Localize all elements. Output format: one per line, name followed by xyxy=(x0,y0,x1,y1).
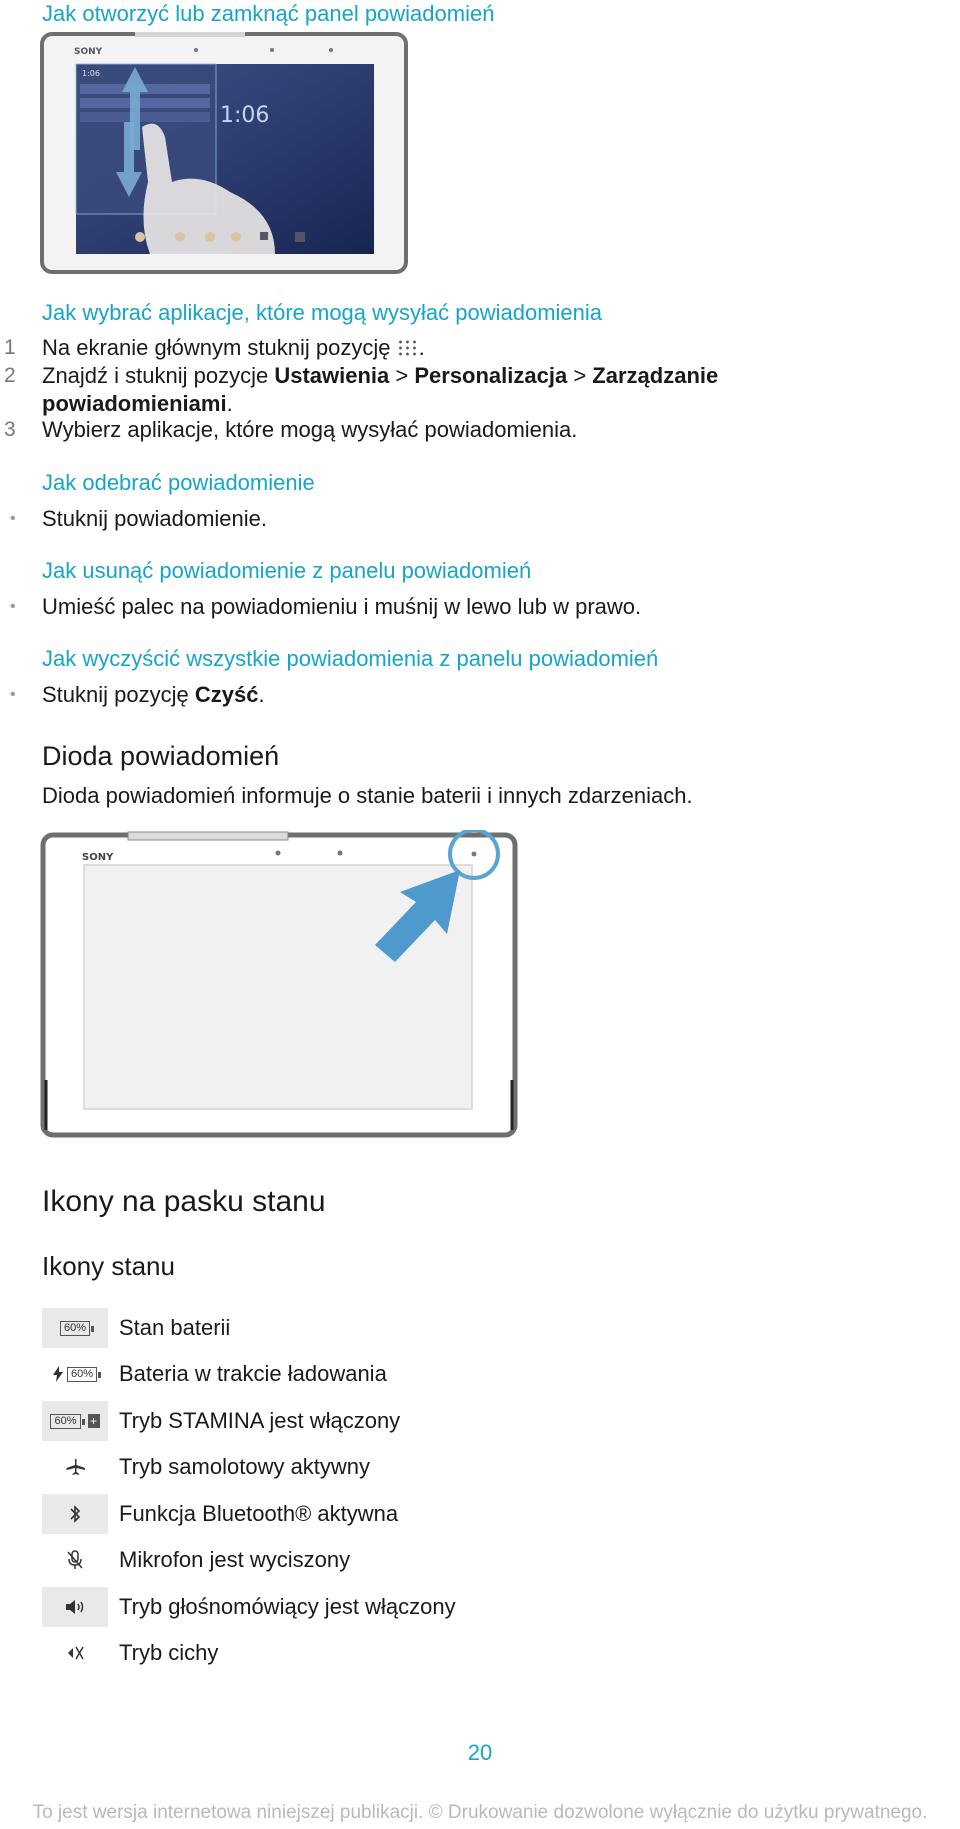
bullet-remove: • Umieść palec na powiadomieniu i muśnij w lewo lub w prawo. xyxy=(10,594,642,619)
status-row-speaker: Tryb głośnomówiący jest włączony xyxy=(0,1587,960,1627)
bullet-receive: • Stuknij powiadomienie. xyxy=(10,506,268,531)
bluetooth-icon xyxy=(42,1494,108,1534)
status-row-stamina: 60% + Tryb STAMINA jest włączony xyxy=(0,1401,960,1441)
section-title-select-apps: Jak wybrać aplikacje, które mogą wysyłać powiadomienia xyxy=(42,300,603,325)
section-title-open-close: Jak otworzyć lub zamknąć panel powiadomień xyxy=(42,1,495,26)
airplane-icon xyxy=(42,1447,108,1487)
brand-logo: SONY xyxy=(74,47,103,57)
bullet-clear: • Stuknij pozycję Czyść. xyxy=(10,682,265,707)
mic-muted-icon xyxy=(42,1540,108,1580)
bullet-dot: • xyxy=(10,598,16,615)
status-row-mic-muted: Mikrofon jest wyciszony xyxy=(0,1540,960,1580)
speaker-icon xyxy=(42,1587,108,1627)
section-title-clear: Jak wyczyścić wszystkie powiadomienia z panelu powiadomień xyxy=(42,646,659,671)
section-title-status-icons: Ikony stanu xyxy=(42,1251,175,1281)
status-row-battery: 60% Stan baterii xyxy=(0,1308,960,1348)
apps-grid-icon xyxy=(397,339,419,357)
tablet-led-illustration xyxy=(40,830,520,1142)
battery-icon: 60% xyxy=(42,1308,108,1348)
silent-icon xyxy=(42,1633,108,1673)
home-clock: 1:06 xyxy=(220,103,270,128)
bullet-dot: • xyxy=(10,686,16,703)
stamina-battery-icon: 60% + xyxy=(42,1401,108,1441)
bullet-dot: • xyxy=(10,510,16,527)
led-description: Dioda powiadomień informuje o stanie baterii i innych zdarzeniach. xyxy=(42,783,693,808)
section-title-remove: Jak usunąć powiadomienie z panelu powiadomień xyxy=(42,558,532,583)
status-row-silent: Tryb cichy xyxy=(0,1633,960,1673)
status-row-bluetooth: Funkcja Bluetooth® aktywna xyxy=(0,1494,960,1534)
status-row-charging: 60% Bateria w trakcie ładowania xyxy=(0,1354,960,1394)
section-title-statusbar: Ikony na pasku stanu xyxy=(42,1185,326,1218)
section-title-receive: Jak odebrać powiadomienie xyxy=(42,470,315,495)
panel-clock: 1:06 xyxy=(82,69,100,78)
footer-note: To jest wersja internetowa niniejszej publikacji. © Drukowanie dozwolone wyłącznie do użytku prywatnego. xyxy=(32,1802,928,1823)
section-title-led: Dioda powiadomień xyxy=(42,741,280,771)
step-2: 2 Znajdź i stuknij pozycje Ustawienia > Personalizacja > Zarządzanie powiadomieniami. xyxy=(4,363,719,416)
step-3: 3 Wybierz aplikacje, które mogą wysyłać powiadomienia. xyxy=(4,417,578,442)
tablet-notification-illustration xyxy=(40,32,410,277)
page-number: 20 xyxy=(467,1740,493,1765)
stamina-plus-icon: + xyxy=(88,1414,100,1428)
status-row-airplane: Tryb samolotowy aktywny xyxy=(0,1447,960,1487)
battery-charging-icon: 60% xyxy=(42,1354,108,1394)
step-1: 1 Na ekranie głównym stuknij pozycję . xyxy=(4,335,425,360)
brand-logo: SONY xyxy=(82,852,114,863)
